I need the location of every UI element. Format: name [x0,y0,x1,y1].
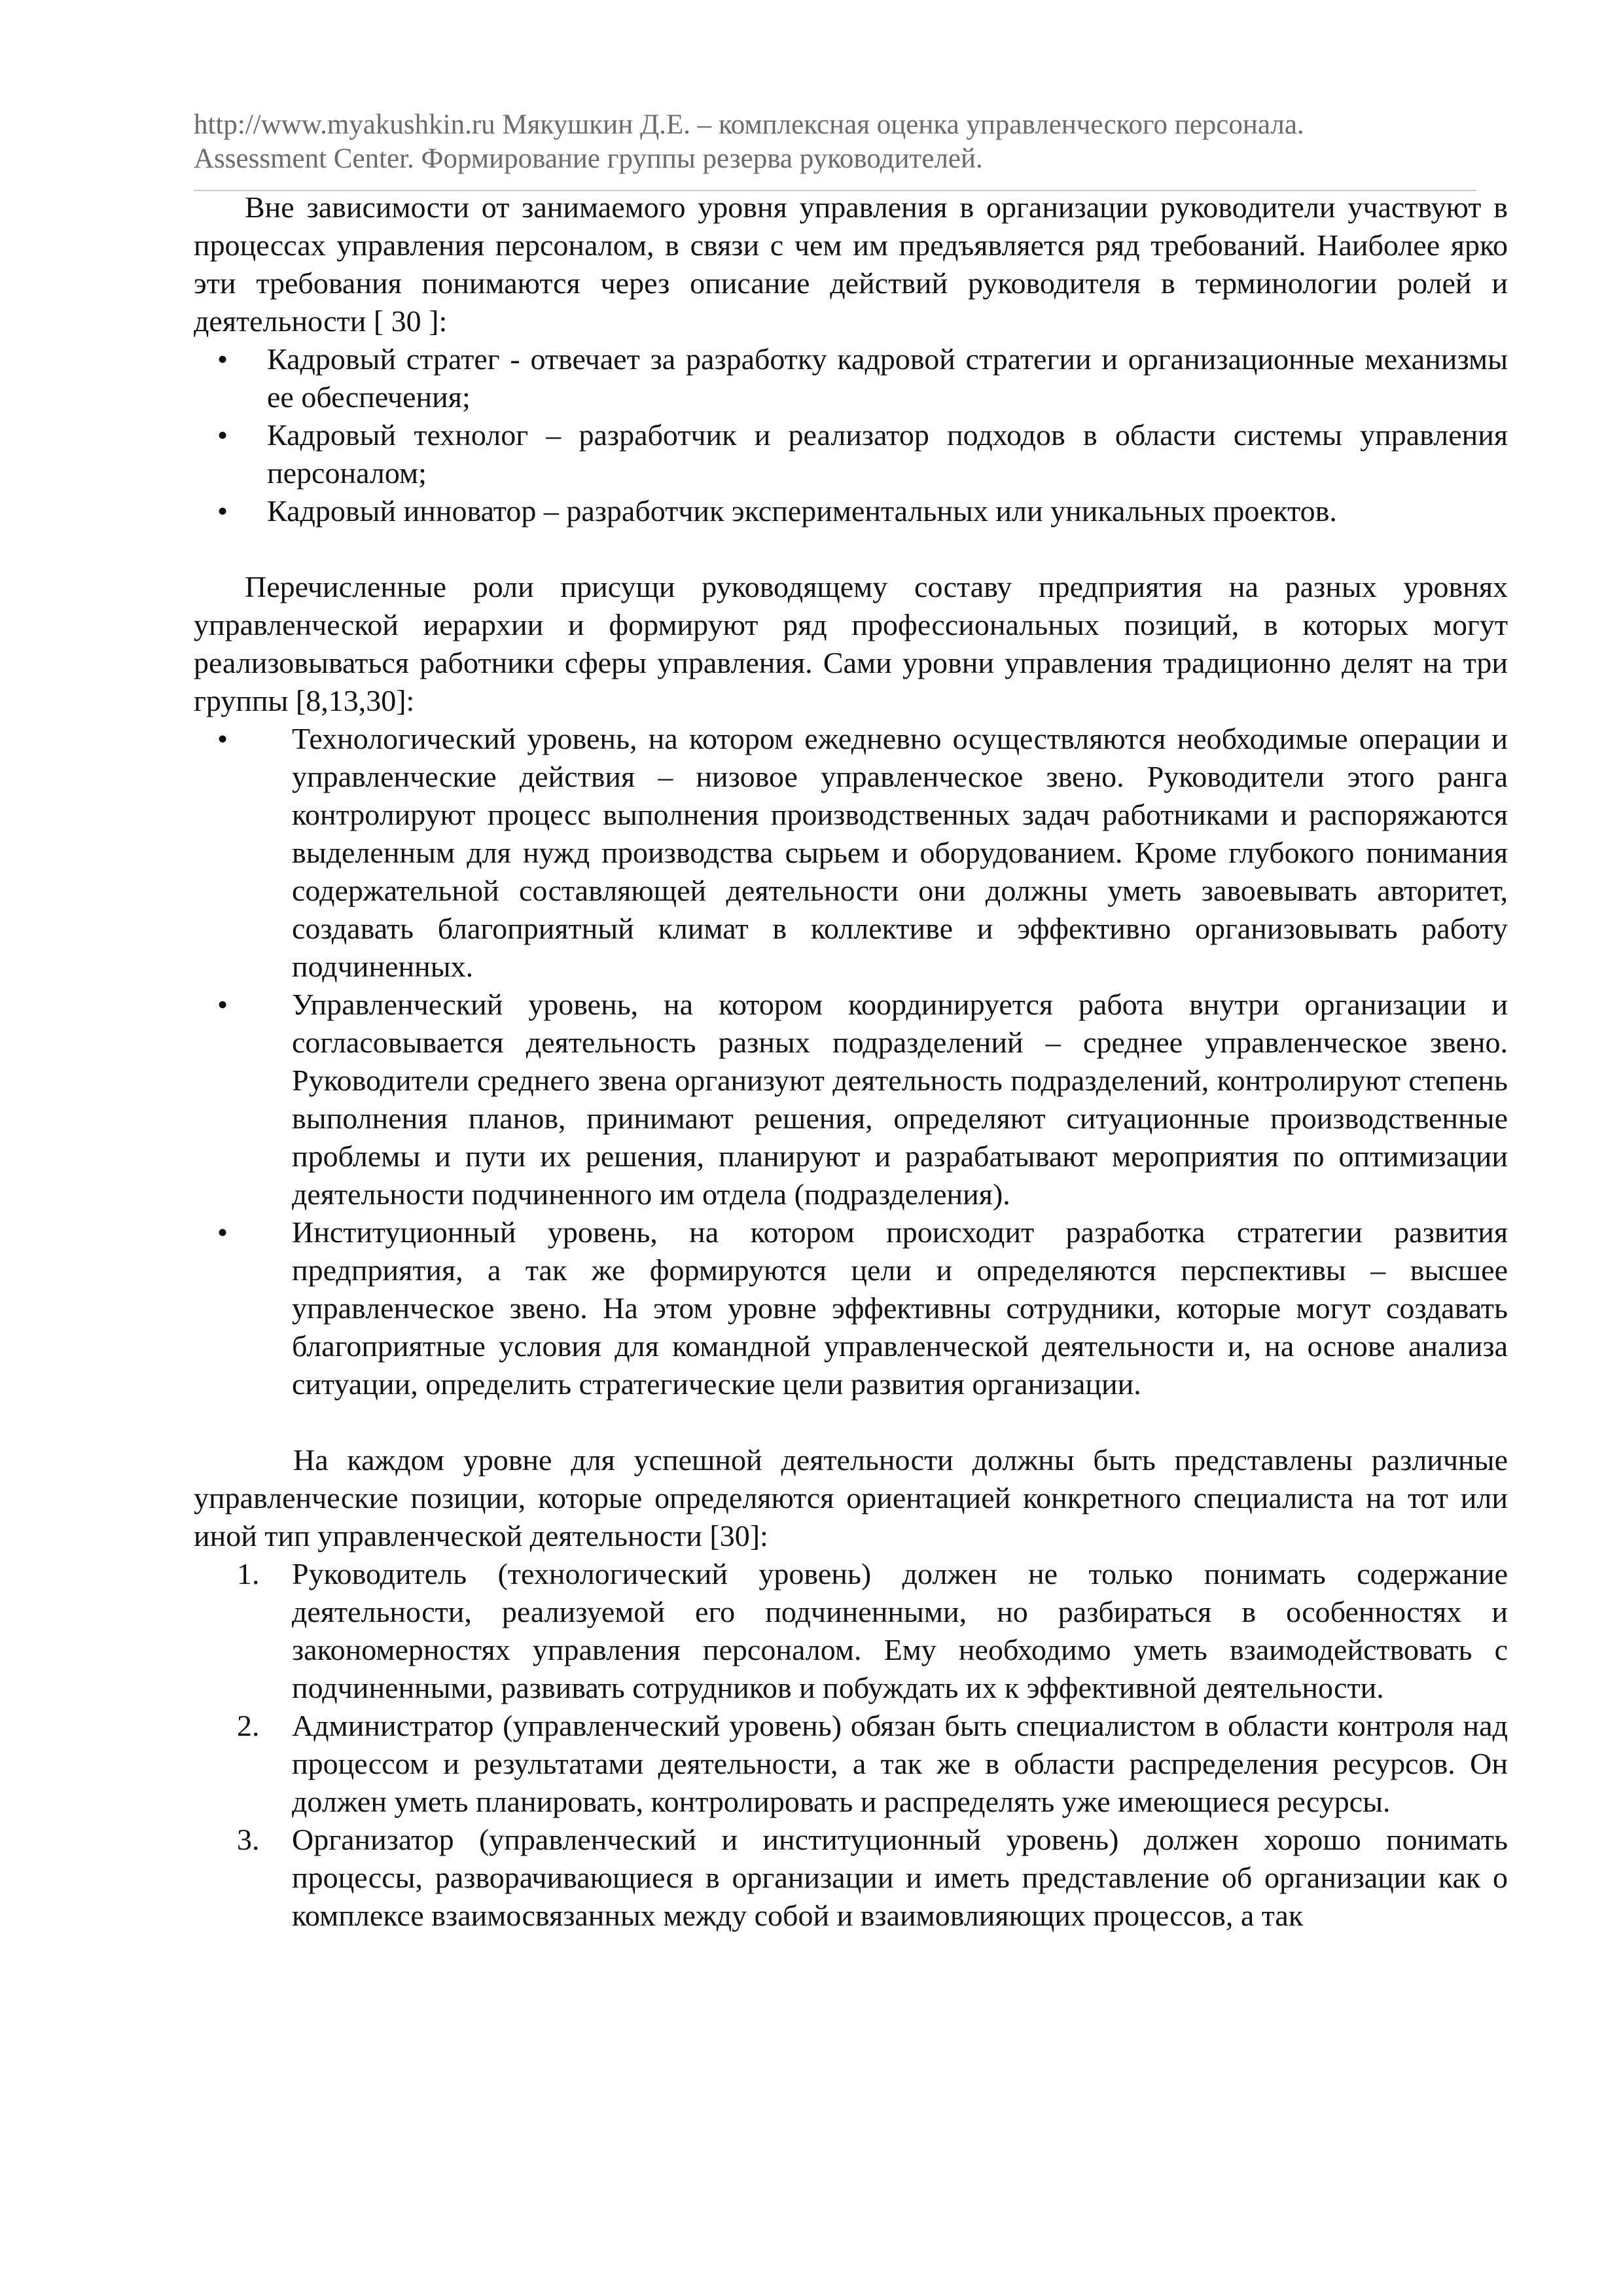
list-item: • Технологический уровень, на котором ежедневно осуществляются необходимые операции и управленческие действия – низовое управленческое звено. Руководители этого ранга контролируют процесс выполнения производственных задач работниками и распоряжаются выделенным для нужд производства сырьем и оборудованием. Кроме глубокого понимания содержательной составляющей деятельности они должны уметь завоевывать авторитет, создавать благоприятный климат в коллективе и эффективно организовывать работу подчиненных. [194,720,1508,986]
bullet-icon: • [217,494,228,528]
levels-list [194,720,1508,1403]
bullet-icon: • [217,722,228,755]
list-item: • Кадровый стратег - отвечает за разработку кадровой стратегии и организационные механизмы ее обеспечения; [194,340,1508,416]
bullet-icon: • [217,1215,228,1249]
header-line-1: http://www.myakushkin.ru Мякушкин Д.Е. – комплексная оценка управленческого персонала. [194,109,1304,140]
header-line-2: Assessment Center. Формирование группы резерва руководителей. [194,143,983,174]
list-number: 2. [237,1709,260,1742]
list-item: • Кадровый инноватор – разработчик экспериментальных или уникальных проектов. [194,492,1508,530]
paragraph-intro: Вне зависимости от занимаемого уровня управления в организации руководители участвуют в процессах управления персоналом, в связи с чем им предъявляется ряд требований. Наиболее ярко эти требования понимаются через описание действий руководителя в терминологии ролей и деятельности [ 30 ]: [194,190,1508,338]
list-number: 1. [237,1557,260,1590]
list-item: • Институционный уровень, на котором происходит разработка стратегии развития предприятия, а так же формируются цели и определяются перспективы – высшее управленческое звено. На этом уровне эффективны сотрудники, которые могут создавать благоприятные условия для командной управленческой деятельности и, на основе анализа ситуации, определить стратегические цели развития организации. [194,1213,1508,1403]
list-item: 2. Администратор (управленческий уровень) обязан быть специалистом в области контроля над процессом и результатами деятельности, а так же в области распределения ресурсов. Он должен уметь планировать, контролировать и распределять уже имеющиеся ресурсы. [194,1707,1508,1821]
spacer [194,530,1508,568]
list-number: 3. [237,1823,260,1856]
list-item: 1. Руководитель (технологический уровень) должен не только понимать содержание деятельности, реализуемой его подчиненными, но разбираться в особенностях и закономерностях управления персоналом. Ему необходимо уметь взаимодействовать с подчиненными, развивать сотрудников и побуждать их к эффективной деятельности. [194,1555,1508,1707]
spacer [194,1403,1508,1441]
page-header [194,108,1470,176]
list-item: 3. Организатор (управленческий и институционный уровень) должен хорошо понимать процессы, разворачивающиеся в организации и иметь представление об организации как о комплексе взаимосвязанных между собой и взаимовлияющих процессов, а так [194,1821,1508,1935]
document-body [194,188,1508,1935]
list-item: • Кадровый технолог – разработчик и реализатор подходов в области системы управления персоналом; [194,416,1508,492]
positions-list [194,1555,1508,1935]
roles-list [194,340,1508,530]
bullet-icon: • [217,418,228,452]
bullet-icon: • [217,342,228,376]
paragraph-levels-intro: Перечисленные роли присущи руководящему составу предприятия на разных уровнях управленческой иерархии и формируют ряд профессиональных позиций, в которых могут реализовываться работники сферы управления. Сами уровни управления традиционно делят на три группы [8,13,30]: [194,570,1508,717]
bullet-icon: • [217,988,228,1021]
paragraph-positions-intro: На каждом уровне для успешной деятельности должны быть представлены различные управленческие позиции, которые определяются ориентацией конкретного специалиста на тот или иной тип управленческой деятельности [30]: [194,1443,1508,1552]
list-item: • Управленческий уровень, на котором координируется работа внутри организации и согласовывается деятельность разных подразделений – среднее управленческое звено. Руководители среднего звена организуют деятельность подразделений, контролируют степень выполнения планов, принимают решения, определяют ситуационные производственные проблемы и пути их решения, планируют и разрабатывают мероприятия по оптимизации деятельности подчиненного им отдела (подразделения). [194,986,1508,1213]
